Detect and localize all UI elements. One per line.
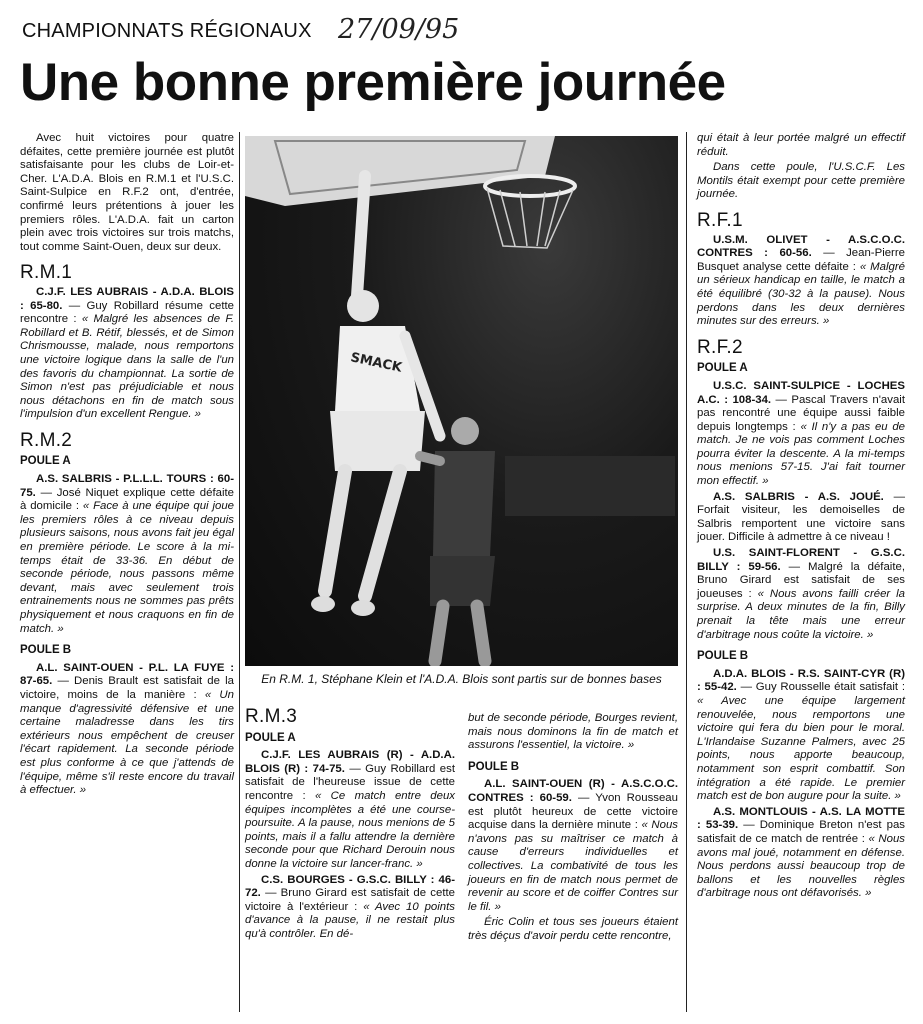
match-lead: — Pascal Travers n'avait pas rencontré une équipe aussi faible depuis longtemps :	[697, 393, 905, 433]
match-quote: « Avec une équipe largement renouvelée, nous remportons une victoire qui fera du bien pour le moral. L'Irlandaise Suzanne Palmers, avec 25 points, nous apporte beaucoup, notamment son esprit combattif. Son intégration a été rapide. Le premier match est de bon augure pour la suite. »	[697, 694, 905, 803]
headline: Une bonne première journée	[20, 53, 726, 112]
match-lead: — José Niquet explique cette défaite à domicile :	[20, 486, 234, 513]
rm2-poule-a: POULE A	[20, 455, 71, 468]
player-dark	[420, 417, 495, 661]
rm3-match-2-cont: but de seconde période, Bourges revient, mais nous dominons la fin de match et assurons l'essentiel, la victoire. »	[468, 712, 678, 752]
match-teams: A.L. SAINT-OUEN (R) - A.S.C.O.C. CONTRES : 60-59.	[468, 778, 678, 804]
match-teams: A.S. MONTLOUIS - A.S. LA MOTTE : 53-39.	[697, 805, 905, 832]
match-lead: — Dominique Breton n'est pas satisfait de ce match de rentrée :	[697, 819, 905, 845]
article-kicker: CHAMPIONNATS RÉGIONAUX	[22, 20, 312, 42]
match-lead: — Forfait visiteur, les demoiselles de Salbris remportent une victoire sans jouer. Difficile à admettre à ce niveau !	[697, 490, 905, 544]
column-1	[20, 132, 234, 800]
player-white	[311, 176, 440, 616]
match-teams: U.S.M. OLIVET - A.S.C.O.C. CONTRES : 60-56.	[697, 233, 905, 260]
rf2-match-5	[697, 806, 905, 901]
match-lead: — Guy Robillard résume cette rencontre :	[20, 299, 235, 326]
match-teams: A.S. SALBRIS - A.S. JOUÉ.	[713, 490, 884, 503]
rf2-match-3	[697, 547, 905, 642]
jersey-text: SMACK	[349, 350, 404, 376]
section-rf1-title: R.F.1	[697, 209, 743, 231]
continuation-paragraph: qui était à leur portée malgré un effectif réduit.	[697, 132, 905, 158]
handwritten-date: 27/09/95	[338, 14, 460, 45]
basketball-photo	[245, 136, 678, 666]
match-lead: — Guy Rousselle était satisfait :	[736, 681, 905, 694]
match-lead: — Jean-Pierre Busquet analyse cette défaite :	[697, 247, 905, 273]
match-quote: « Malgré un sérieux handicap en taille, le match a été équilibré (30-32 à la pause). Nous perdons dans les deux dernières minutes sur des erreurs. »	[697, 260, 905, 328]
basket-rim	[485, 176, 575, 196]
match-lead: — Guy Robillard est satisfait de l'heureuse issue de cette rencontre :	[245, 762, 455, 802]
match-teams: A.D.A. BLOIS - R.S. SAINT-CYR (R) : 55-42.	[697, 667, 905, 694]
intro-paragraph: Avec huit victoires pour quatre défaites, cette première journée est plutôt satisfaisante pour les clubs de Loir-et-Cher. L'A.D.A. Blois en R.M.1 et l'U.S.C. Saint-Sulpice en R.F.2 ont, d'entrée, confirmé leurs prétentions à jouer les premiers rôles. L'A.D.A. fait un carton plein avec trois victoires sur trois matchs, tout comme Saint-Ouen, deux sur deux.	[20, 132, 234, 253]
rf2-poule-a: POULE A	[697, 362, 748, 375]
match-quote: « Nous n'avons pas su maîtriser ce match à cause d'erreurs individuelles et collectives. La combativité de tous les joueurs en fin de match nous permet de revenir au score et de coiffer Contres sur le fil. »	[468, 819, 678, 913]
match-quote: « Il n'y a pas eu de match. Je ne vois pas comment Loches pourra éviter la descente. A la mi-temps nous menions 57-15. J'ai fait tourner mon effectif. »	[697, 420, 906, 488]
match-lead: — Denis Brault est satisfait de la victoire, moins de la manière :	[20, 675, 234, 701]
match-quote: « Ce match entre deux équipes incomplètes a été une course-poursuite. A la pause, nous menions de 5 points, mais il a fallu attendre la dernière seconde pour que Richard Derouin nous donne la victoire sur lancer-franc. »	[245, 789, 455, 870]
match-quote: « Avec 10 points d'avance à la pause, il ne restait plus qu'à contrôler. En dé-	[245, 900, 455, 940]
photo-illustration	[245, 136, 678, 666]
column-3	[245, 706, 455, 944]
exempt-paragraph: Dans cette poule, l'U.S.C.F. Les Montils était exempt pour cette première journée.	[697, 161, 905, 201]
rm2-match-2	[20, 662, 234, 798]
column-divider	[239, 132, 240, 1012]
rm3-match-2	[245, 874, 455, 942]
photo-caption: En R.M. 1, Stéphane Klein et l'A.D.A. Blois sont partis sur de bonnes bases	[261, 672, 662, 686]
column-divider	[686, 132, 687, 1012]
rm3-poule-b: POULE B	[468, 760, 520, 773]
section-rm2-title: R.M.2	[20, 429, 73, 451]
rf2-match-4	[697, 668, 905, 804]
match-teams: C.J.F. LES AUBRAIS (R) - A.D.A. BLOIS (R) : 74-75.	[245, 749, 455, 775]
rm1-match-1	[20, 286, 234, 422]
match-lead: — Malgré la défaite, Bruno Girard est satisfait de ses joueuses :	[697, 560, 905, 600]
match-lead: — Bruno Girard est satisfait de cette victoire à l'extérieur :	[245, 887, 455, 913]
match-quote: « Un manque d'agressivité défensive et une certaine maladresse dans les tirs extérieurs nous empêchent de creuser l'écart rapidement. La seconde période est plus conforme à ce que j'attends de l'équipe, même s'il reste encore du travail à effectuer. »	[20, 688, 234, 797]
section-rm3-title: R.M.3	[245, 706, 298, 727]
match-teams: C.J.F. LES AUBRAIS - A.D.A. BLOIS : 65-80.	[20, 285, 234, 312]
crowd-area	[505, 456, 675, 516]
match-teams: U.S.C. SAINT-SULPICE - LOCHES A.C. : 108-34.	[697, 379, 905, 406]
rm3-match-1	[245, 749, 455, 871]
rf1-match-1	[697, 234, 905, 329]
match-quote: « Malgré les absences de F. Robillard et B. Rétif, blessés, et de Simon Chrismousse, malade, nous remportons une victoire logique dans la salle de l'un des favoris du championnat. La sortie de Simon n'est pas préjudiciable et nous nous détachons en fin de match sous l'impulsion d'un excellent Rengue. »	[20, 313, 234, 421]
match-teams: U.S. SAINT-FLORENT - G.S.C. BILLY : 59-56.	[697, 547, 905, 573]
match-quote: « Face à une équipe qui joue les premiers rôles à ce niveau depuis plusieurs saisons, nous avons fait jeu égal en première période. Le score à la mi-temps était de 33-36. En début de seconde période, nous passons même devant, mais avec seulement trois entrainements nous ne sommes pas prêts physiquement et nous craquons en fin de match. »	[20, 500, 234, 635]
rf2-poule-b: POULE B	[697, 650, 749, 663]
match-teams: C.S. BOURGES - G.S.C. BILLY : 46-72.	[245, 873, 455, 900]
match-quote: « Nous avons failli créer la surprise. A deux minutes de la fin, Billy prenait la tête mais une erreur d'arbitrage nous coûte la victoire. »	[697, 587, 905, 641]
rm3-match-3	[468, 778, 678, 914]
match-lead: — Yvon Rousseau est plutôt heureux de cette victoire acquise dans la dernière minute :	[468, 791, 678, 832]
rm3-poule-a: POULE A	[245, 731, 296, 744]
rf2-match-2	[697, 491, 905, 545]
column-4	[697, 132, 905, 903]
rm2-match-1	[20, 473, 234, 636]
rf2-match-1	[697, 380, 905, 489]
match-teams: A.L. SAINT-OUEN - P.L. LA FUYE : 87-65.	[20, 661, 234, 688]
match-quote: « Nous avons mal joué, notamment en défense. Nous perdons aussi beaucoup trop de ballons et les nouvelles règles d'arbitrage nous ont défavorisés. »	[697, 832, 905, 900]
section-rm1-title: R.M.1	[20, 262, 73, 284]
match-teams: A.S. SALBRIS - P.L.L.L. TOURS : 60-75.	[20, 473, 234, 499]
section-rf2-title: R.F.2	[697, 336, 743, 358]
column-3b	[468, 712, 678, 946]
rm2-poule-b: POULE B	[20, 644, 72, 657]
rm3-match-3-after: Éric Colin et tous ses joueurs étaient très déçus d'avoir perdu cette rencontre,	[468, 916, 678, 942]
